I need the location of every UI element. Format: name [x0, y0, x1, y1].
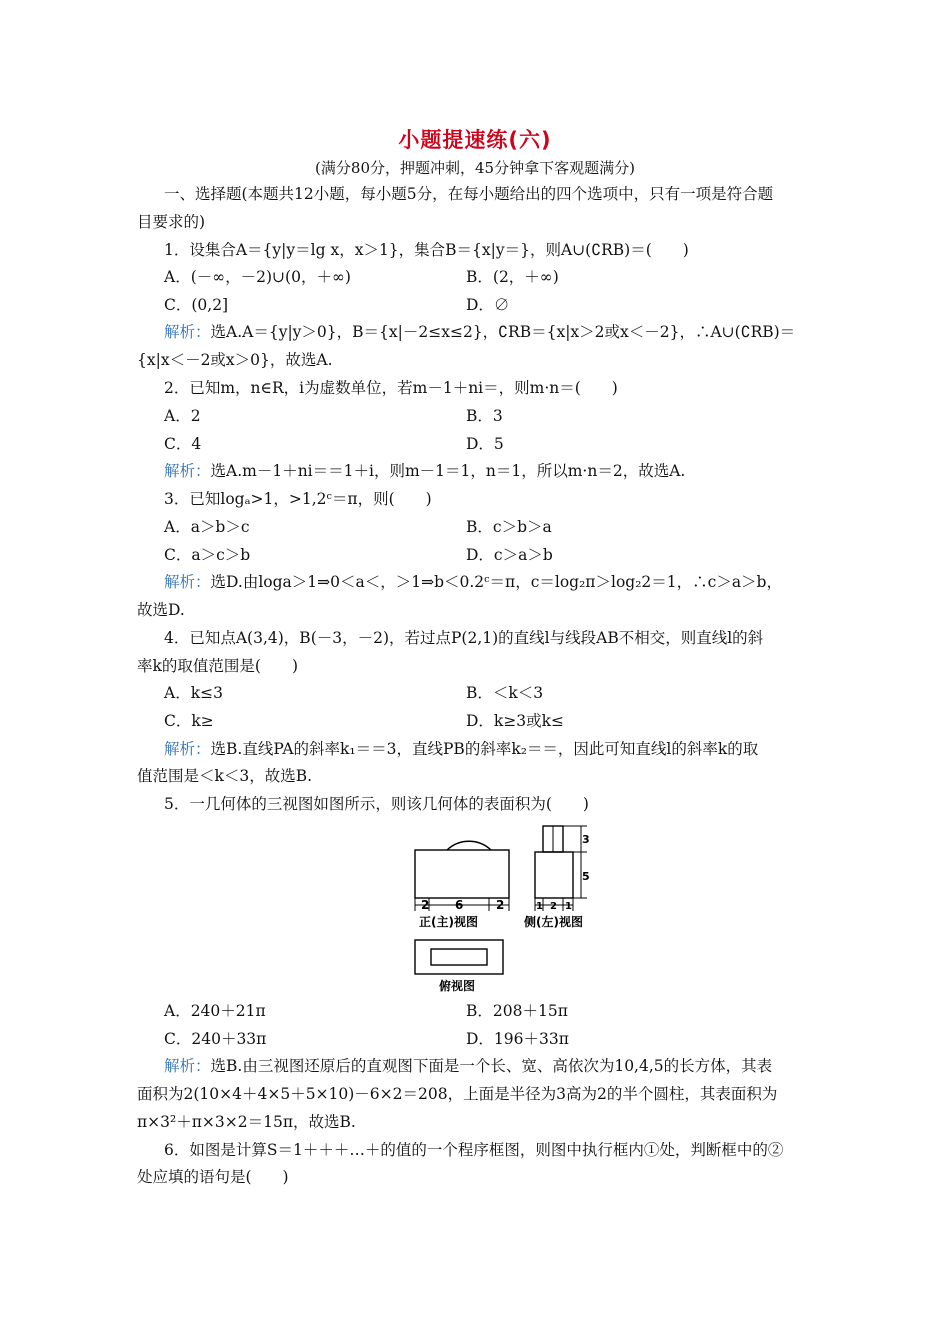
front-dim-middle: 6 — [455, 898, 464, 912]
side-dim-right-bottom: 5 — [582, 870, 590, 883]
analysis-label: 解析： — [164, 740, 211, 758]
side-dim-bottom-right: 1 — [565, 901, 572, 912]
q1-option-a: A．(－∞，－2)∪(0，＋∞) — [164, 268, 351, 286]
q5-option-c: C．240＋33π — [164, 1030, 267, 1048]
q5-analysis-line-2: 面积为2(10×4＋4×5＋5×10)－6×2＝208，上面是半径为3高为2的半个圆柱，其表面积为 — [137, 1085, 778, 1103]
q1-stem: 1．设集合A＝{y|y＝lg x，x＞1}，集合B＝{x|y＝}，则A∪(∁RB)＝( ) — [164, 241, 689, 259]
q5-stem: 5．一几何体的三视图如图所示，则该几何体的表面积为( ) — [164, 795, 589, 813]
q2-option-a: A．2 — [164, 407, 201, 425]
q5-option-b: B．208＋15π — [466, 1002, 568, 1020]
q2-analysis-text-1: 选A.m－1＋ni＝＝1＋i，则m－1＝1，n＝1，所以m·n＝2，故选A. — [210, 462, 686, 480]
q4-option-d: D．k≥3或k≤ — [466, 712, 565, 730]
q5-analysis-line-3: π×3²＋π×3×2＝15π，故选B. — [137, 1113, 356, 1131]
q4-option-b: B．＜k＜3 — [466, 684, 544, 702]
q3-analysis-line-1 — [164, 572, 782, 592]
q5-analysis-line-1 — [164, 1056, 772, 1076]
analysis-label: 解析： — [164, 462, 211, 480]
three-view-figure — [405, 818, 605, 994]
q4-analysis-line-1 — [164, 739, 758, 759]
q2-option-b: B．3 — [466, 407, 503, 425]
q1-analysis-text-1: 选A.A＝{y|y＞0}，B＝{x|－2≤x≤2}，∁RB＝{x|x＞2或x＜－2}，∴A∪(∁RB)＝ — [210, 323, 796, 341]
q2-option-d: D．5 — [466, 435, 504, 453]
side-dim-right-top: 3 — [582, 833, 590, 846]
q3-option-b: B．c＞b＞a — [466, 518, 552, 536]
q1-option-d: D．∅ — [466, 296, 510, 314]
top-view-label: 俯视图 — [439, 979, 476, 993]
section-heading-line-2: 目要求的) — [137, 213, 206, 231]
page-title: 小题提速练(六) — [398, 128, 552, 152]
analysis-label: 解析： — [164, 1057, 211, 1075]
top-view — [415, 940, 503, 974]
q5-option-d: D．196＋33π — [466, 1030, 569, 1048]
analysis-label: 解析： — [164, 323, 211, 341]
q4-option-c: C．k≥ — [164, 712, 214, 730]
q5-option-a: A．240＋21π — [164, 1002, 266, 1020]
q1-analysis-line-1 — [164, 322, 795, 342]
page-subtitle: (满分80分，押题冲刺，45分钟拿下客观题满分) — [315, 159, 635, 177]
q4-option-a: A．k≤3 — [164, 684, 223, 702]
side-dim-bottom-left: 1 — [536, 901, 543, 912]
q4-stem-line-1: 4．已知点A(3,4)，B(－3，－2)，若过点P(2,1)的直线l与线段AB不相交，则直线l的斜 — [164, 629, 764, 647]
q6-stem-line-1: 6．如图是计算S＝1＋＋＋…＋的值的一个程序框图，则图中执行框内①处，判断框中的② — [164, 1141, 784, 1159]
q3-stem: 3．已知logₐ>1，>1,2ᶜ＝π，则( ) — [164, 490, 432, 508]
q6-stem-line-2: 处应填的语句是( ) — [137, 1168, 289, 1186]
q3-option-d: D．c＞a＞b — [466, 546, 553, 564]
front-dim-left: 2 — [421, 898, 430, 912]
q5-analysis-text-1: 选B.由三视图还原后的直观图下面是一个长、宽、高依次为10,4,5的长方体，其表 — [210, 1057, 773, 1075]
q3-analysis-line-2: 故选D. — [137, 601, 185, 619]
q2-stem: 2．已知m，n∈R，i为虚数单位，若m－1＋ni＝，则m·n＝( ) — [164, 379, 618, 397]
q3-analysis-text-1: 选D.由loga＞1⇒0＜a＜，＞1⇒b＜0.2ᶜ＝π，c＝log₂π＞log₂2＝1，∴c＞a＞b， — [210, 573, 782, 591]
q4-stem-line-2: 率k的取值范围是( ) — [137, 657, 298, 675]
section-heading-line-1: 一、选择题(本题共12小题，每小题5分，在每小题给出的四个选项中，只有一项是符合题 — [164, 185, 774, 203]
q3-option-a: A．a＞b＞c — [164, 518, 250, 536]
q1-option-b: B．(2，＋∞) — [466, 268, 559, 286]
side-view-label: 侧(左)视图 — [524, 915, 583, 929]
q3-option-c: C．a＞c＞b — [164, 546, 251, 564]
analysis-label: 解析： — [164, 573, 211, 591]
front-view-label: 正(主)视图 — [419, 915, 478, 929]
side-dim-bottom-middle: 2 — [550, 901, 557, 912]
q1-analysis-line-2: {x|x＜－2或x＞0}，故选A. — [137, 351, 333, 369]
front-dim-right: 2 — [496, 898, 505, 912]
q4-analysis-text-1: 选B.直线PA的斜率k₁＝＝3，直线PB的斜率k₂＝＝，因此可知直线l的斜率k的取 — [210, 740, 759, 758]
side-view — [535, 826, 587, 911]
q2-analysis-line-1 — [164, 461, 685, 481]
q2-option-c: C．4 — [164, 435, 202, 453]
q4-analysis-line-2: 值范围是＜k＜3，故选B. — [137, 767, 313, 785]
q1-option-c: C．(0,2] — [164, 296, 229, 314]
